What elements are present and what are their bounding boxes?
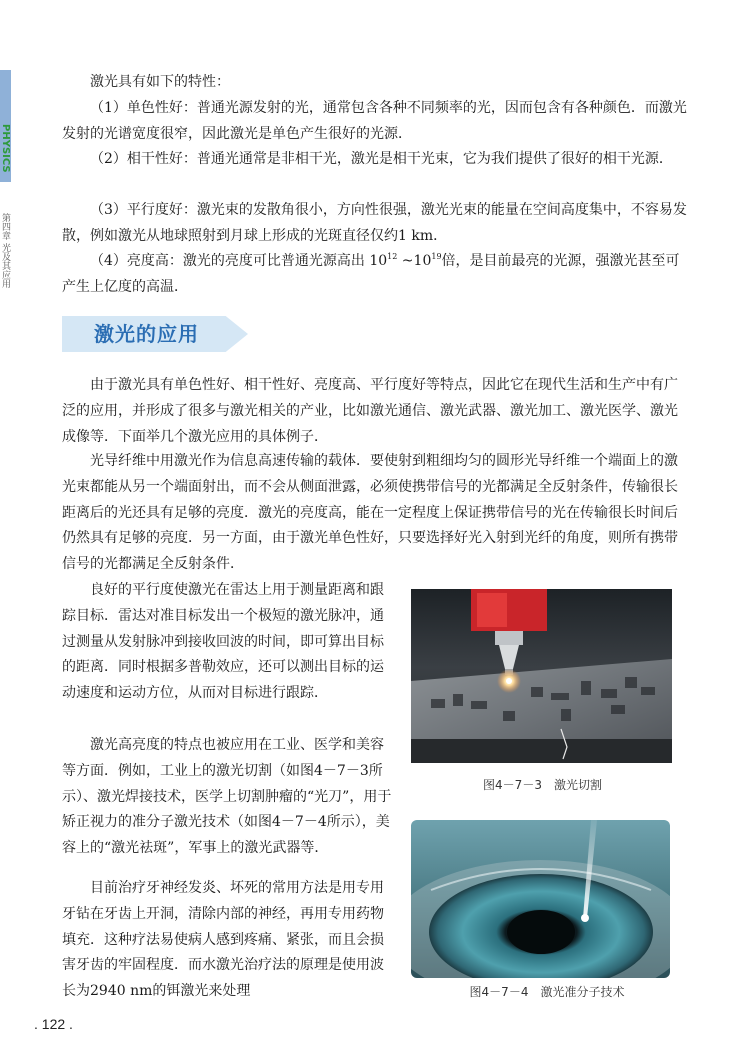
property-monochromatic: （1）单色性好：普通光源发射的光，通常包含各种不同频率的光，因而包含有各种颜色．而激光发射的光谱宽度很窄，因此激光是单色产生很好的光源． xyxy=(62,100,687,142)
page-number: . 122 . xyxy=(34,1016,73,1032)
radar-paragraph: 良好的平行度使激光在雷达上用于测量距离和跟踪目标．雷达对准目标发出一个极短的激光脉冲，通过测量从发射脉冲到接收回波的时间，即可算出目标的距离．同时根据多普勒效应，还可以测出目标的运动速度和运动方位，从而对目标进行跟踪． xyxy=(62,582,384,702)
figure-4-7-3-caption: 图4－7－3 激光切割 xyxy=(483,778,602,792)
applications-intro: 由于激光具有单色性好、相干性好、亮度高、平行度好等特点，因此它在现代生活和生产中有广泛的应用，并形成了很多与激光相关的产业，比如激光通信、激光武器、激光加工、激光医学、激光成像等．下面举几个激光应用的具体例子． xyxy=(62,377,678,445)
excimer-laser-eye-image xyxy=(411,820,670,978)
figure-4-7-4-caption: 图4－7－4 激光准分子技术 xyxy=(469,985,625,999)
section-heading: 激光的应用 xyxy=(94,322,199,346)
subject-label: PHYSICS xyxy=(0,124,11,173)
fiber-optics-paragraph: 光导纤维中用激光作为信息高速传输的载体．要使射到粗细均匀的圆形光导纤维一个端面上的激光束都能从另一个端面射出，而不会从侧面泄露，必须使携带信号的光都满足全反射条件，传输很长距离后的光还具有足够的亮度．激光的亮度高，能在一定程度上保证携带信号的光在传输很长时间后仍然具有足够的亮度．另一方面，由于激光单色性好，只要选择好光入射到光纤的角度，则所有携带信号的光都满足全反射条件． xyxy=(62,453,678,573)
property-coherence: （2）相干性好：普通光通常是非相干光，激光是相干光束，它为我们提供了很好的相干光源． xyxy=(90,151,673,167)
property-parallelism: （3）平行度好：激光束的发散角很小，方向性很强，激光光束的能量在空间高度集中，不容易发散，例如激光从地球照射到月球上形成的光斑直径仅约1 km． xyxy=(62,202,687,244)
intro-lead: 激光具有如下的特性： xyxy=(90,74,230,90)
laser-cutting-image xyxy=(411,589,672,763)
property-brightness: （4）亮度高：激光的亮度可比普通光源高出 $10^{12}$ $\sim 10^{19}$倍，是目前最亮的光源，强激光甚至可产生上亿度的高温． xyxy=(62,252,680,295)
brightness-applications-paragraph: 激光高亮度的特点也被应用在工业、医学和美容等方面．例如，工业上的激光切割（如图4－7－3所示）、激光焊接技术，医学上切割肿瘤的“光刀”，用于矫正视力的准分子激光技术（如图4－7－4所示），美容上的“激光祛斑”，军事上的激光武器等． xyxy=(62,737,392,857)
chapter-label: 第四章 光及其应用 xyxy=(0,213,10,288)
dental-laser-paragraph: 目前治疗牙神经发炎、坏死的常用方法是用专用牙钻在牙齿上开洞，清除内部的神经，再用专用药物填充．这种疗法易使病人感到疼痛、紧张，而且会损害牙齿的牢固程度．而水激光治疗法的原理是使用波长为2940 nm的铒激光来处理 xyxy=(62,880,384,1000)
